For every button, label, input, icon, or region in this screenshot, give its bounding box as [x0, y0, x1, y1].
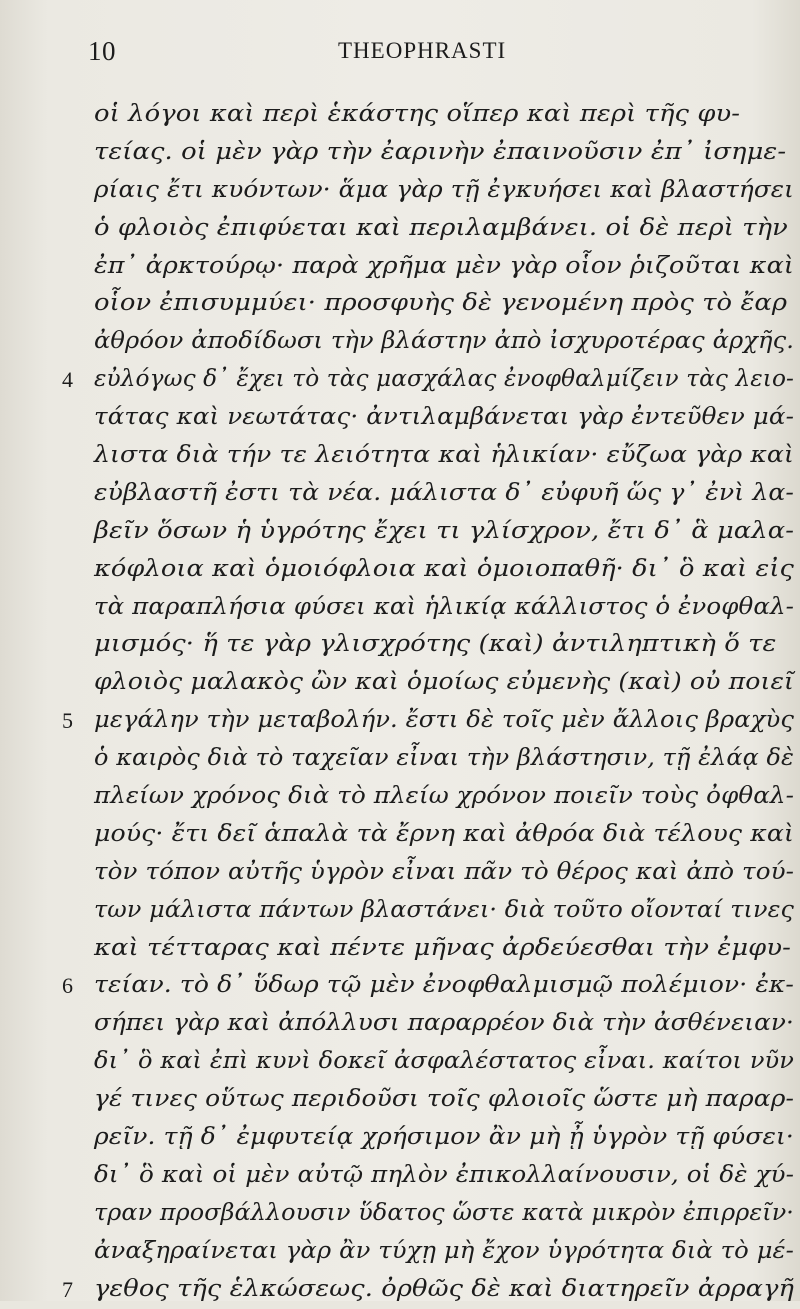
text-line: [0, 551, 800, 589]
line-text: τάτας καὶ νεωτάτας· ἀντιλαμβάνεται γὰρ ἐντεῦθεν μά-: [94, 404, 794, 431]
section-number: 4: [62, 367, 73, 393]
line-text: τὰ παραπλήσια φύσει καὶ ἡλικίᾳ κάλλιστος ὁ ἐνοφθαλ-: [94, 593, 794, 620]
page-number: 10: [88, 36, 116, 66]
line-text: κόφλοια καὶ ὁμοιόφλοια καὶ ὁμοιοπαθῆ· δι᾽ ὃ καὶ εἰς: [94, 555, 794, 582]
text-line: [0, 210, 800, 248]
line-text: μισμός· ἥ τε γὰρ γλισχρότης (καὶ) ἀντιληπτικὴ ὅ τε: [94, 631, 777, 658]
greek-text-body: [0, 96, 800, 1309]
text-line: [0, 285, 800, 323]
text-line: [0, 816, 800, 854]
text-line: [0, 892, 800, 930]
text-line: [0, 1233, 800, 1271]
line-text: σήπει γὰρ καὶ ἀπόλλυσι παραρρέον διὰ τὴν ἀσθένειαν·: [94, 1010, 794, 1037]
line-text: ὁ καιρὸς διὰ τὸ ταχεῖαν εἶναι τὴν βλάστησιν, τῇ ἐλάᾳ δὲ: [94, 745, 794, 772]
text-line: [0, 134, 800, 172]
line-text: ὁ φλοιὸς ἐπιφύεται καὶ περιλαμβάνει. οἱ δὲ περὶ τὴν: [94, 214, 788, 241]
line-text: μούς· ἔτι δεῖ ἁπαλὰ τὰ ἔρνη καὶ ἀθρόα διὰ τέλους καὶ: [94, 820, 794, 847]
text-line: [0, 664, 800, 702]
text-line: [0, 399, 800, 437]
line-text: ρεῖν. τῇ δ᾽ ἐμφυτείᾳ χρήσιμον ἂν μὴ ᾖ ὑγρὸν τῇ φύσει·: [94, 1124, 794, 1151]
text-line: [0, 1157, 800, 1195]
line-text: οἱ λόγοι καὶ περὶ ἑκάστης οἵπερ καὶ περὶ τῆς φυ-: [94, 101, 741, 127]
text-line: [0, 248, 800, 286]
text-line: [0, 1081, 800, 1119]
line-text: τραν προσβάλλουσιν ὕδατος ὥστε κατὰ μικρὸν ἐπιρρεῖν·: [94, 1199, 795, 1226]
text-line: [0, 589, 800, 627]
text-line: [0, 437, 800, 475]
text-line: [0, 1119, 800, 1157]
text-line: [0, 1043, 800, 1081]
line-text: ἀθρόον ἀποδίδωσι τὴν βλάστην ἀπὸ ἰσχυροτέρας ἀρχῆς.: [94, 328, 794, 355]
line-text: δι᾽ ὃ καὶ ἐπὶ κυνὶ δοκεῖ ἀσφαλέστατος εἶναι. καίτοι νῦν: [94, 1048, 794, 1075]
text-line: [0, 172, 800, 210]
text-line: [0, 96, 800, 134]
line-text: ἀναξηραίνεται γὰρ ἂν τύχῃ μὴ ἔχον ὑγρότητα διὰ τὸ μέ-: [94, 1237, 794, 1264]
line-text: εὐλόγως δ᾽ ἔχει τὸ τὰς μασχάλας ἐνοφθαλμίζειν τὰς λειο-: [94, 366, 794, 393]
page-header: [88, 36, 708, 76]
text-line: [0, 513, 800, 551]
line-text: λιστα διὰ τήν τε λειότητα καὶ ἡλικίαν· εὔζωα γὰρ καὶ: [94, 442, 795, 469]
text-line: [0, 778, 800, 816]
text-line: [0, 854, 800, 892]
line-text: βεῖν ὅσων ἡ ὑγρότης ἔχει τι γλίσχρον, ἔτι δ᾽ ἃ μαλα-: [94, 517, 794, 544]
text-line: [0, 702, 800, 740]
line-text: εὐβλαστῆ ἐστι τὰ νέα. μάλιστα δ᾽ εὐφυῆ ὥς γ᾽ ἐνὶ λα-: [94, 479, 794, 506]
line-text: καὶ τέτταρας καὶ πέντε μῆνας ἀρδεύεσθαι τὴν ἐμφυ-: [94, 934, 791, 961]
text-line: [0, 626, 800, 664]
text-line: [0, 323, 800, 361]
text-line: [0, 475, 800, 513]
section-number: 5: [62, 708, 73, 734]
line-text: μεγάλην τὴν μεταβολήν. ἔστι δὲ τοῖς μὲν ἄλλοις βραχὺς: [94, 707, 794, 734]
line-text: γέ τινες οὕτως περιδοῦσι τοῖς φλοιοῖς ὥστε μὴ παραρ-: [94, 1086, 794, 1113]
line-text: τείας. οἱ μὲν γὰρ τὴν ἐαρινὴν ἐπαινοῦσιν ἐπ᾽ ἰσημε-: [94, 138, 787, 165]
section-number: 6: [62, 973, 73, 999]
line-text: τείαν. τὸ δ᾽ ὕδωρ τῷ μὲν ἐνοφθαλμισμῷ πολέμιον· ἐκ-: [94, 972, 794, 999]
text-line: [0, 1271, 800, 1309]
text-line: [0, 1195, 800, 1233]
line-text: οἷον ἐπισυμμύει· προσφυὴς δὲ γενομένη πρὸς τὸ ἔαρ: [94, 290, 788, 317]
line-text: τὸν τόπον αὐτῆς ὑγρὸν εἶναι πᾶν τὸ θέρος καὶ ἀπὸ τού-: [94, 858, 794, 885]
line-text: ἐπ᾽ ἀρκτούρῳ· παρὰ χρῆμα μὲν γὰρ οἷον ῥιζοῦται καὶ: [94, 252, 794, 279]
text-line: [0, 967, 800, 1005]
section-number: 7: [62, 1276, 73, 1302]
line-text: γεθος τῆς ἑλκώσεως. ὀρθῶς δὲ καὶ διατηρεῖν ἀρραγῆ: [94, 1275, 794, 1302]
text-line: [0, 361, 800, 399]
running-head: THEOPHRASTI: [338, 38, 507, 63]
text-line: [0, 1005, 800, 1043]
line-text: δι᾽ ὃ καὶ οἱ μὲν αὐτῷ πηλὸν ἐπικολλαίνουσιν, οἱ δὲ χύ-: [94, 1161, 794, 1188]
line-text: των μάλιστα πάντων βλαστάνει· διὰ τοῦτο οἴονταί τινες: [94, 896, 794, 923]
line-text: πλείων χρόνος διὰ τὸ πλείω χρόνον ποιεῖν τοὺς ὀφθαλ-: [94, 783, 794, 810]
line-text: φλοιὸς μαλακὸς ὢν καὶ ὁμοίως εὐμενὴς (καὶ) οὐ ποιεῖ: [94, 669, 794, 696]
text-line: [0, 740, 800, 778]
text-line: [0, 930, 800, 968]
line-text: ρίαις ἔτι κυόντων· ἅμα γὰρ τῇ ἐγκυήσει καὶ βλαστήσει: [94, 176, 794, 203]
